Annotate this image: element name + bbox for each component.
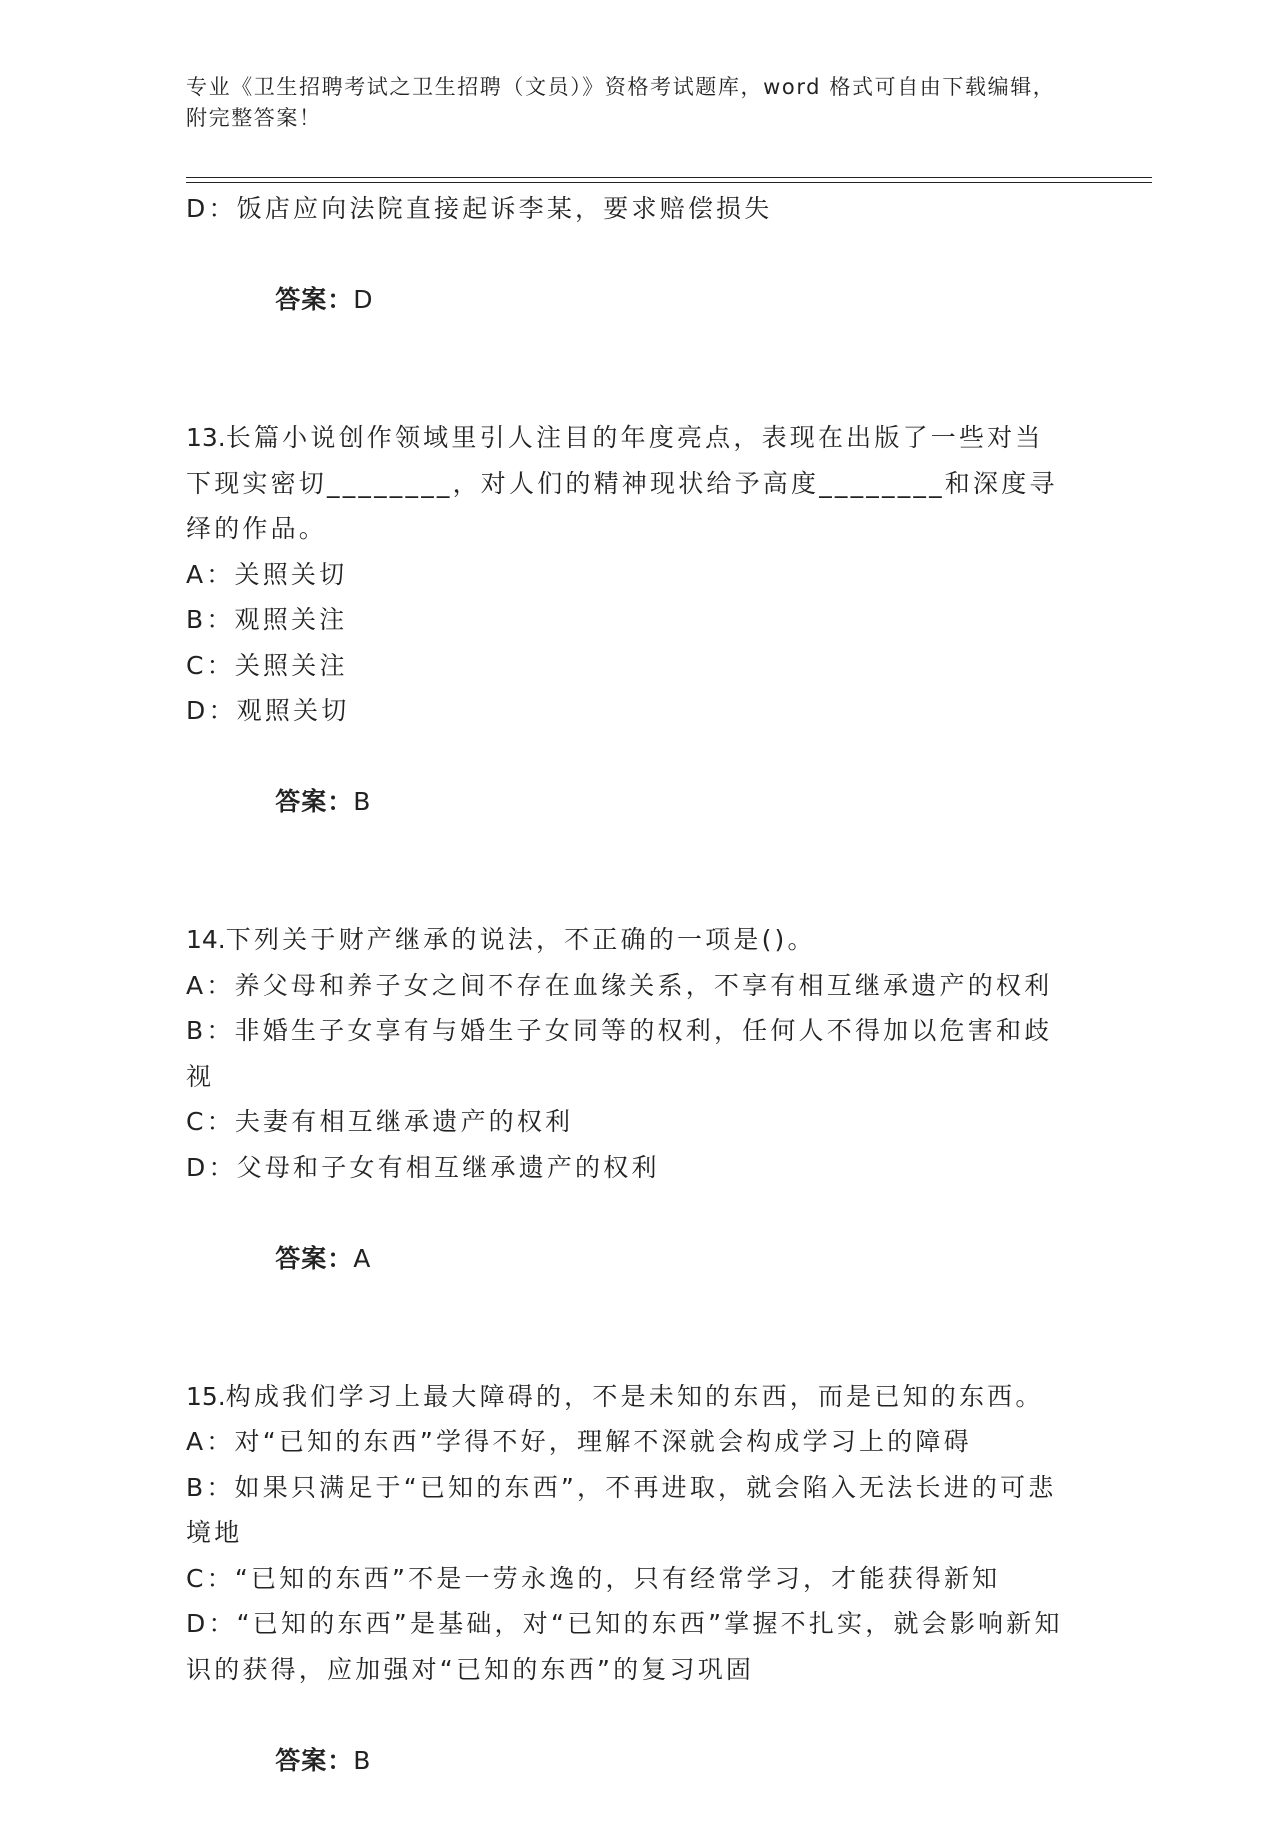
previous-question-tail: [186, 186, 1066, 368]
option-b: B：如果只满足于“已知的东西”，不再进取，就会陷入无法长进的可悲境地: [186, 1472, 1057, 1547]
option-c: C：“已知的东西”不是一劳永逸的，只有经常学习，才能获得新知: [186, 1563, 1001, 1593]
answer-value: B: [353, 787, 372, 816]
question-number: 15.: [186, 1381, 226, 1411]
option-c: C：关照关注: [186, 650, 348, 680]
question-text: 下列关于财产继承的说法，不正确的一项是()。: [225, 925, 816, 954]
question-stem: [186, 1374, 1066, 1420]
document-body: [186, 186, 1066, 1829]
option-d: D：观照关切: [186, 696, 350, 725]
question-stem: [186, 917, 1066, 963]
answer-value: A: [353, 1243, 372, 1273]
option-d: D：“已知的东西”是基础，对“已知的东西”掌握不扎实，就会影响新知识的获得，应加强对“已知的东西”的复习巩固: [186, 1609, 1063, 1684]
option-b: B：非婚生子女享有与婚生子女同等的权利，任何人不得加以危害和歧视: [186, 1016, 1053, 1091]
answer-line: [186, 232, 1066, 369]
option-d: D：饭店应向法院直接起诉李某，要求赔偿损失: [186, 194, 773, 223]
answer-label: 答案：: [275, 1243, 354, 1273]
question-number: 14.: [186, 925, 226, 954]
question-15: [186, 1374, 1066, 1829]
answer-label: 答案：: [275, 285, 354, 314]
question-text: 构成我们学习上最大障碍的，不是未知的东西，而是已知的东西。: [225, 1381, 1044, 1411]
question-number: 13.: [186, 423, 226, 452]
page-header: 专业《卫生招聘考试之卫生招聘（文员）》资格考试题库，word 格式可自由下载编辑，附完整答案！: [186, 75, 1056, 130]
answer-line: [186, 734, 1066, 871]
answer-value: D: [353, 285, 374, 314]
header-divider: [186, 177, 1152, 183]
option-a: A：对“已知的东西”学得不好，理解不深就会构成学习上的障碍: [186, 1427, 972, 1456]
option-d: D：父母和子女有相互继承遗产的权利: [186, 1152, 660, 1182]
answer-line: [186, 1190, 1066, 1327]
option-a: A：关照关切: [186, 559, 348, 589]
answer-label: 答案：: [275, 787, 354, 816]
answer-line: [186, 1692, 1066, 1829]
question-14: [186, 917, 1066, 1327]
option-a: A：养父母和养子女之间不存在血缘关系，不享有相互继承遗产的权利: [186, 970, 1053, 1000]
option-b: B：观照关注: [186, 605, 348, 634]
option-c: C：夫妻有相互继承遗产的权利: [186, 1107, 574, 1136]
question-13: [186, 415, 1066, 870]
question-stem: [186, 415, 1066, 552]
answer-value: B: [353, 1745, 372, 1775]
answer-label: 答案：: [275, 1745, 354, 1775]
question-text: 长篇小说创作领域里引人注目的年度亮点，表现在出版了一些对当下现实密切________，对人们的精神现状给予高度________和深度寻绎的作品。: [186, 423, 1058, 543]
